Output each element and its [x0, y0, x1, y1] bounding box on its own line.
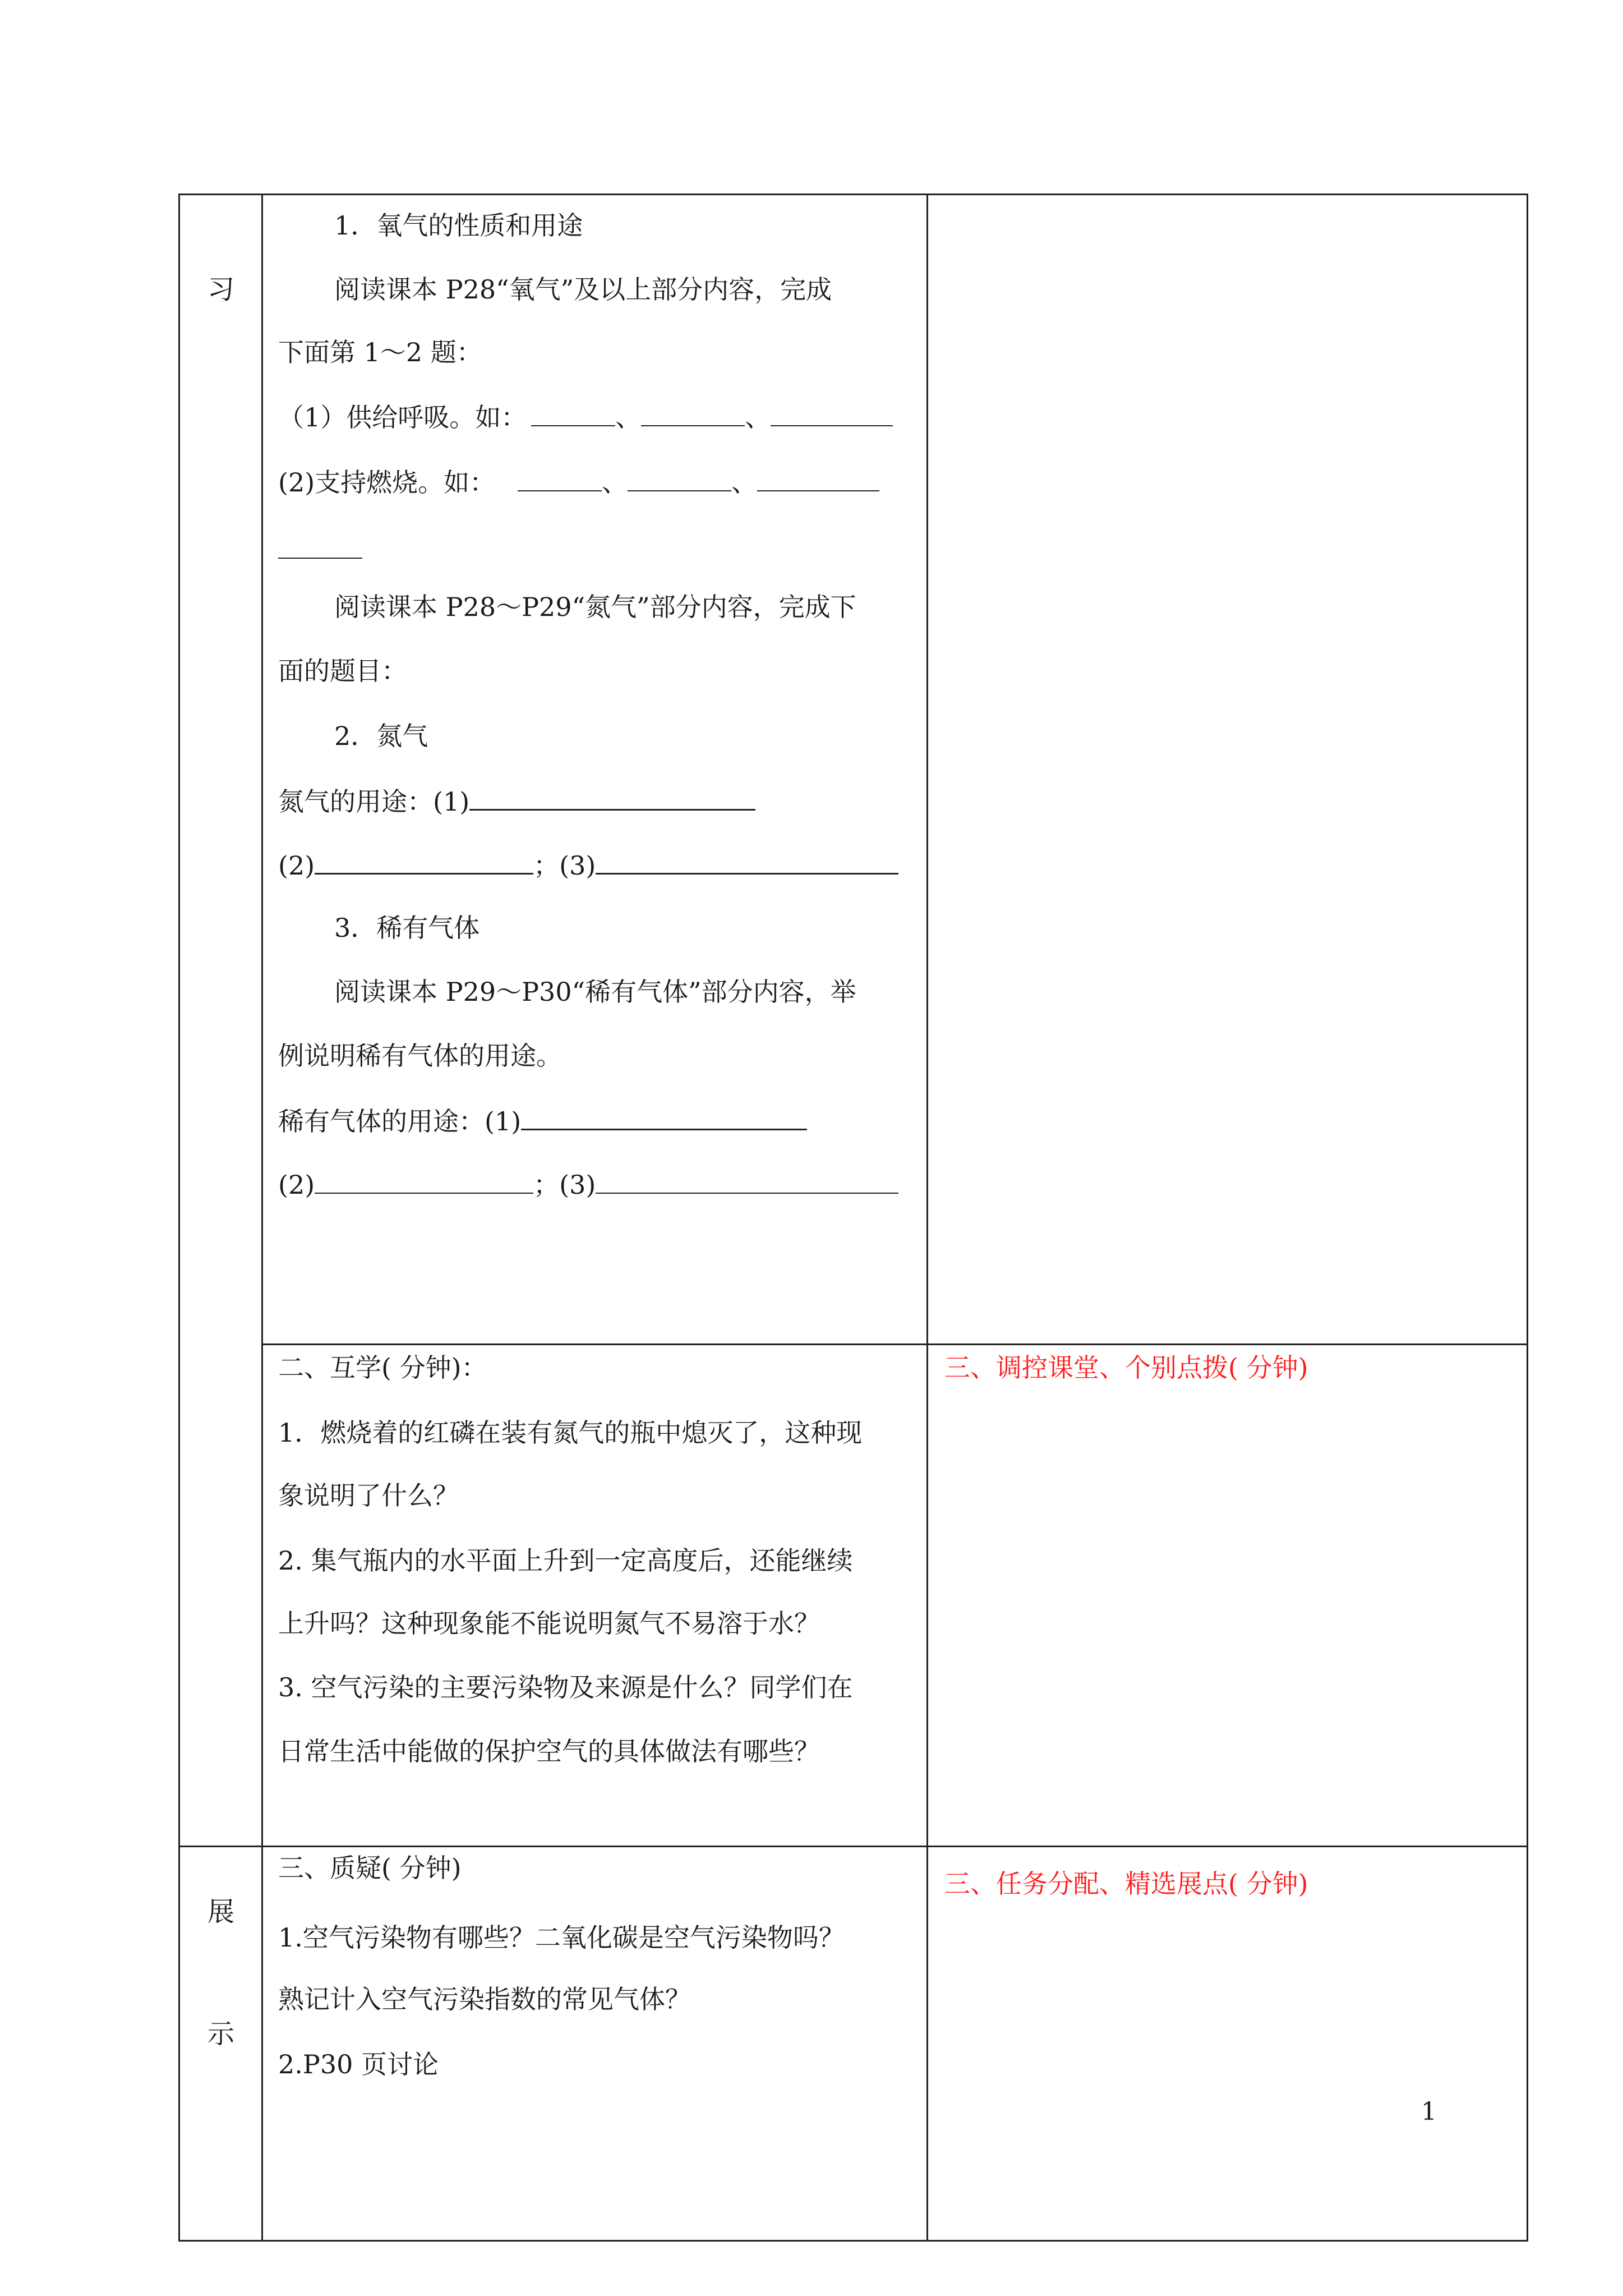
- n2-use2-label: (2): [278, 850, 315, 881]
- n2-use-row-1: [278, 784, 755, 817]
- col-divider-2: [926, 194, 928, 2242]
- side-label-zhan: 展: [208, 1896, 235, 1927]
- q1-blank-2[interactable]: [641, 401, 745, 426]
- table-top-border: [178, 194, 1528, 195]
- q2-sep-2: 、: [731, 467, 758, 498]
- n2-use-blank-3[interactable]: [596, 848, 898, 875]
- item2-title: 2．氮气: [334, 721, 428, 751]
- s2-q3-line2: 日常生活中能做的保护空气的具体做法有哪些？: [278, 1736, 820, 1766]
- section3-title: 三、质疑( 分钟): [278, 1853, 462, 1883]
- rare-use-row-2: [278, 1168, 898, 1200]
- s3-q1-line2: 熟记计入空气污染指数的常见气体？: [278, 1984, 691, 2014]
- page-number: 1: [1421, 2097, 1437, 2126]
- q1-blank-3[interactable]: [771, 401, 893, 426]
- side-label-shi: 示: [208, 2018, 235, 2050]
- q2-blank-1[interactable]: [518, 466, 602, 491]
- q1-sep-2: 、: [745, 402, 771, 432]
- q2-blank-3[interactable]: [757, 466, 879, 491]
- s3-q2: 2.P30 页讨论: [278, 2049, 439, 2079]
- q2-row: [278, 466, 879, 498]
- rare-use-label: 稀有气体的用途：(1): [278, 1106, 522, 1137]
- q2-sep-1: 、: [602, 467, 628, 498]
- col-divider-1: [261, 194, 263, 2242]
- item1-title: 1．氧气的性质和用途: [334, 210, 583, 241]
- rare-use2-label: (2): [278, 1170, 315, 1200]
- read3-line1: 阅读课本 P29～P30“稀有气体”部分内容，举: [334, 977, 856, 1007]
- s2-q2-line2: 上升吗？这种现象能不能说明氮气不易溶于水？: [278, 1608, 820, 1639]
- n2-use3-label: ；(3): [533, 850, 596, 881]
- read1-line1: 阅读课本 P28“氧气”及以上部分内容，完成: [334, 274, 832, 305]
- q1-label: （1）供给呼吸。如：: [278, 402, 527, 432]
- q1-sep-1: 、: [615, 402, 642, 432]
- rare-use-row-1: [278, 1104, 807, 1137]
- row-divider-2: [178, 1846, 1528, 1847]
- s2-q2-line1: 2. 集气瓶内的水平面上升到一定高度后，还能继续: [278, 1545, 853, 1576]
- rare-use3-label: ；(3): [533, 1170, 596, 1200]
- q2-blank-4[interactable]: [278, 533, 362, 559]
- s3-q1-line1: 1.空气污染物有哪些？二氧化碳是空气污染物吗？: [278, 1922, 845, 1953]
- read2-line1: 阅读课本 P28～P29“氮气”部分内容，完成下: [334, 592, 856, 622]
- n2-use-row-2: [278, 848, 898, 881]
- read3-line2: 例说明稀有气体的用途。: [278, 1041, 562, 1071]
- section2-title: 二、互学( 分钟)：: [278, 1352, 487, 1383]
- read1-line2: 下面第 1～2 题：: [278, 337, 482, 367]
- side-label-xi: 习: [208, 274, 235, 305]
- rare-use-blank-2[interactable]: [315, 1168, 533, 1194]
- q1-row: [278, 401, 893, 433]
- s2-q3-line1: 3. 空气污染的主要污染物及来源是什么？同学们在: [278, 1672, 853, 1703]
- read2-line2: 面的题目：: [278, 656, 407, 686]
- s2-q1-line2: 象说明了什么？: [278, 1480, 459, 1511]
- table-bottom-border: [178, 2240, 1528, 2242]
- s2-q1-line1: 1．燃烧着的红磷在装有氮气的瓶中熄灭了，这种现: [278, 1418, 863, 1448]
- table-left-border: [178, 194, 180, 2242]
- rare-use-blank-1[interactable]: [521, 1104, 807, 1130]
- n2-use-blank-2[interactable]: [315, 848, 533, 875]
- q2-blank-2[interactable]: [628, 466, 731, 491]
- section3-right-title: 三、任务分配、精选展点( 分钟): [944, 1869, 1308, 1899]
- section2-right-title: 三、调控课堂、个别点拨( 分钟): [944, 1352, 1308, 1383]
- n2-use-label: 氮气的用途：(1): [278, 786, 470, 817]
- q1-blank-1[interactable]: [531, 401, 615, 426]
- item3-title: 3．稀有气体: [334, 913, 480, 943]
- row-divider-1: [261, 1343, 1528, 1345]
- q2-label: (2)支持燃烧。如：: [278, 467, 496, 498]
- table-right-border: [1527, 194, 1528, 2242]
- n2-use-blank-1[interactable]: [469, 784, 755, 811]
- rare-use-blank-3[interactable]: [596, 1168, 898, 1194]
